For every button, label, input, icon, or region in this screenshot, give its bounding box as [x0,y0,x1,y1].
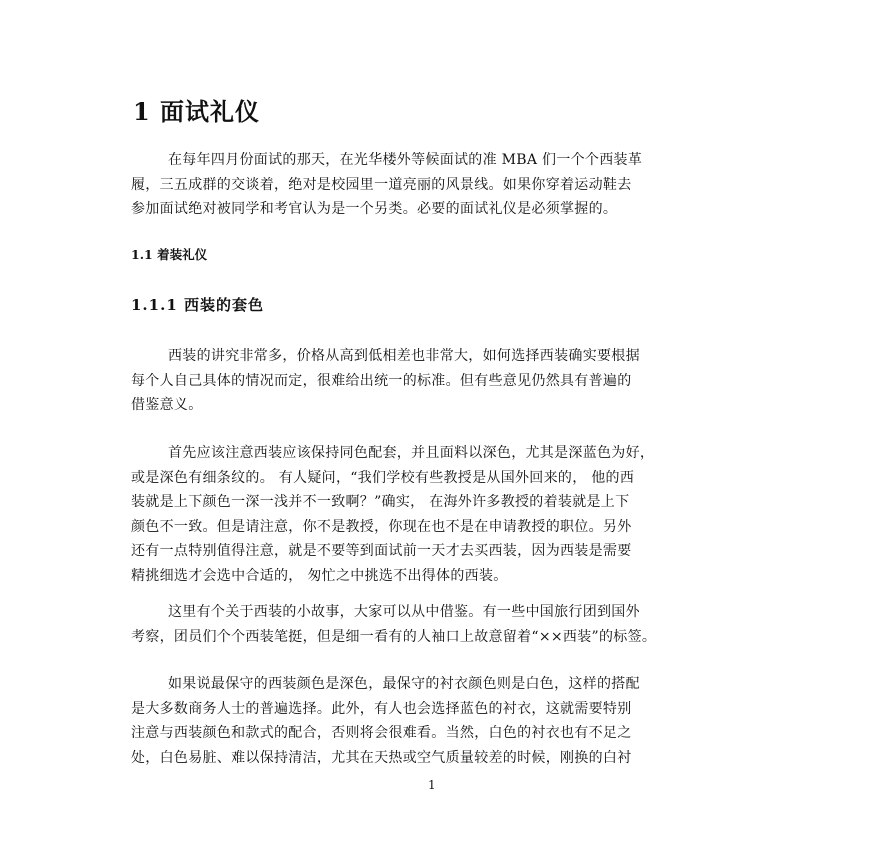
page-number: 1 [428,778,436,792]
paragraph-line: 每个人自己具体的情况而定，很难给出统一的标准。但有些意见仍然具有普遍的 [131,372,632,389]
paragraph-suit-choice [131,344,741,418]
paragraph-line: 如果说最保守的西装颜色是深色，最保守的衬衣颜色则是白色，这样的搭配 [168,676,640,692]
paragraph-line: 履，三五成群的交谈着，绝对是校园里一道亮丽的风景线。如果你穿着运动鞋去 [131,176,632,193]
heading-dress-etiquette: 1.1 着装礼仪 [131,247,208,262]
paragraph-line: 处，白色易脏、难以保持清洁，尤其在天热或空气质量较差的时候，刚换的白衬 [131,749,632,766]
paragraph-line: 或是深色有细条纹的。 有人疑问，“我们学校有些教授是从国外回来的， 他的西 [131,469,635,486]
paragraph-line: 考察，团员们个个西装笔挺，但是细一看有的人袖口上故意留着“××西装”的标签。 [131,628,657,645]
heading-interview-etiquette: 1 面试礼仪 [133,97,261,126]
paragraph-line: 西装的讲究非常多，价格从高到低相差也非常大，如何选择西装确实要根据 [168,348,640,364]
heading-suit-colors: 1.1.1 西装的套色 [131,296,264,314]
paragraph-suit-matching [131,441,741,588]
paragraph-line: 首先应该注意西装应该保持同色配套，并且面料以深色，尤其是深蓝色为好， [168,445,655,461]
paragraph-line: 参加面试绝对被同学和考官认为是一个另类。必要的面试礼仪是必须掌握的。 [131,201,618,217]
paragraph-line: 注意与西装颜色和款式的配合，否则将会很难看。当然，白色的衬衣也有不足之 [131,725,632,741]
paragraph-line: 还有一点特别值得注意，就是不要等到面试前一天才去买西装，因为西装是需要 [131,543,632,559]
paragraph-line: 在每年四月份面试的那天，在光华楼外等候面试的准 MBA 们一个个西装革 [168,152,643,168]
paragraph-shirt-color [131,672,741,770]
paragraph-suit-story [131,600,741,649]
paragraph-line: 装就是上下颜色一深一浅并不一致啊？”确实， 在海外许多教授的着装就是上下 [131,494,630,510]
paragraph-line: 借鉴意义。 [131,397,203,413]
paragraph-line: 颜色不一致。但是请注意，你不是教授，你现在也不是在申请教授的职位。另外 [131,518,632,535]
paragraph-line: 这里有个关于西装的小故事，大家可以从中借鉴。有一些中国旅行团到国外 [168,604,640,620]
paragraph-line: 精挑细选才会选中合适的， 匆忙之中挑选不出得体的西装。 [131,567,508,584]
paragraph-line: 是大多数商务人士的普遍选择。此外，有人也会选择蓝色的衬衣，这就需要特别 [131,700,632,717]
intro-paragraph [131,148,741,222]
